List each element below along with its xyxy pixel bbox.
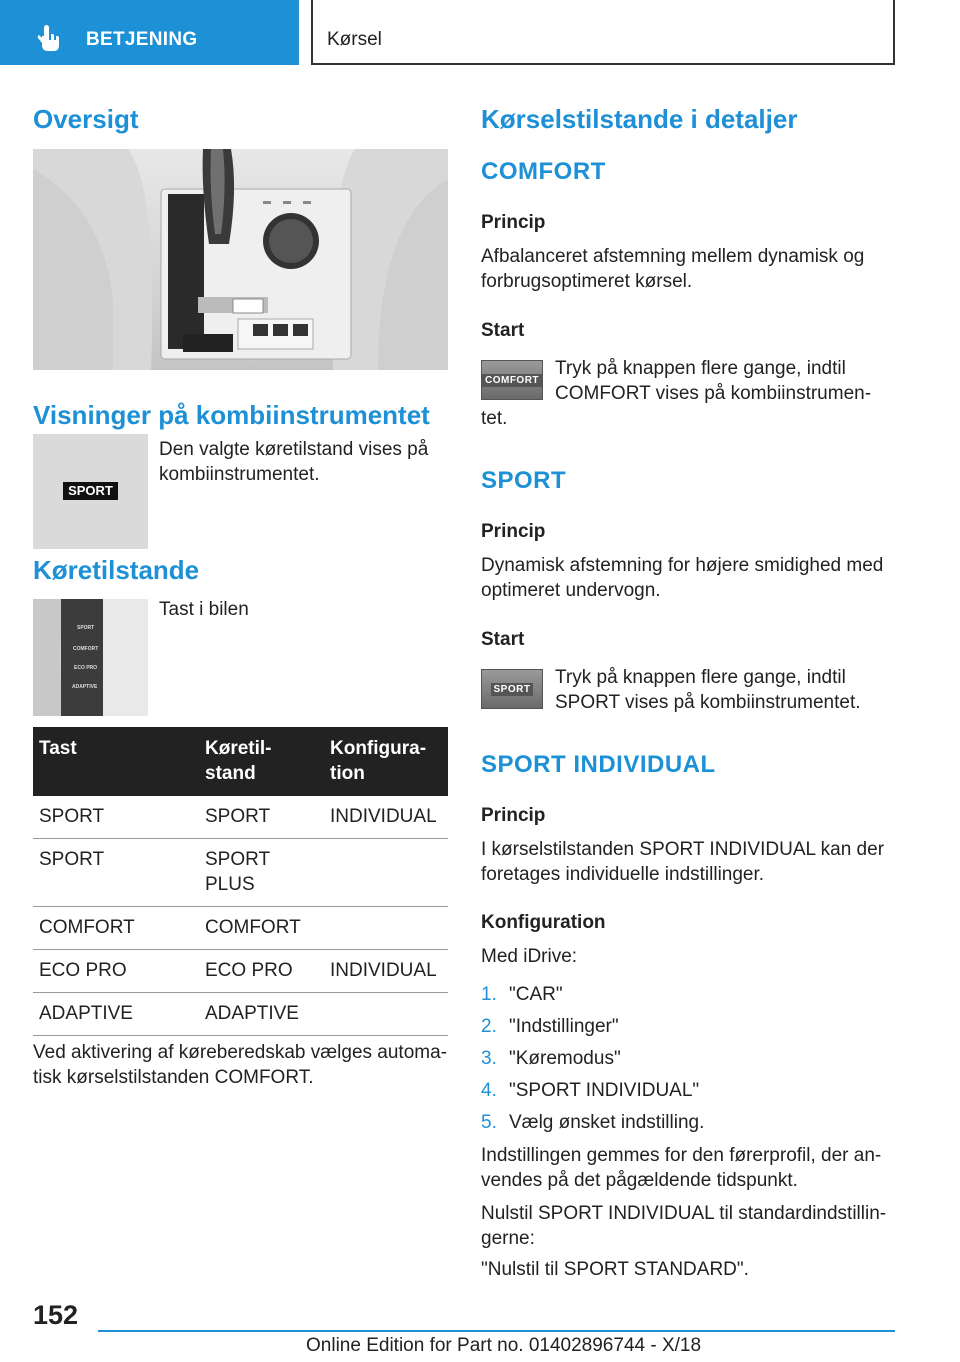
step-number: 4. xyxy=(481,1080,497,1101)
footer-edition: Online Edition for Part no. 01402896744 - X/18 xyxy=(306,1335,702,1356)
table-header-cell: Konfigura- tion xyxy=(324,727,448,796)
table-row xyxy=(33,839,448,907)
sport-button-label: SPORT xyxy=(491,683,534,696)
table-cell: SPORT xyxy=(33,796,199,839)
table-cell: SPORT PLUS xyxy=(199,839,324,907)
table-cell: ECO PRO xyxy=(199,950,324,993)
sport-individual-heading: SPORT INDIVIDUAL xyxy=(481,751,716,778)
table-cell: ADAPTIVE xyxy=(199,993,324,1036)
overview-heading: Oversigt xyxy=(33,104,139,134)
instrument-display-image xyxy=(33,434,148,549)
table-header-row xyxy=(33,727,448,796)
activation-note: Ved aktivering af køreberedskab vælges automa- tisk kørselstilstanden COMFORT. xyxy=(33,1042,447,1088)
console-label-sport: SPORT xyxy=(77,625,95,631)
comfort-heading: COMFORT xyxy=(481,158,606,185)
comfort-principle-text: Afbalanceret afstemning mellem dynamisk og forbrugsoptimeret kørsel. xyxy=(481,246,865,292)
comfort-start-text-b: COMFORT vises på kombiinstrumen- xyxy=(555,383,872,404)
step-text: Vælg ønsket indstilling. xyxy=(509,1112,705,1133)
table-cell: COMFORT xyxy=(33,907,199,950)
mode-buttons-photo xyxy=(33,599,148,716)
sport-principle-text: Dynamisk afstemning for højere smidighed med optimeret undervogn. xyxy=(481,555,884,601)
configuration-label: Konfiguration xyxy=(481,912,606,933)
list-item xyxy=(481,1046,901,1078)
table-cell: COMFORT xyxy=(199,907,324,950)
hand-pointer-icon xyxy=(34,23,64,53)
sport-start-text-b: SPORT vises på kombiinstrumentet. xyxy=(555,692,861,713)
chapter-label: Kørsel xyxy=(327,29,382,50)
table-cell xyxy=(324,993,448,1036)
sport-individual-principle-label: Princip xyxy=(481,805,546,826)
step-number: 3. xyxy=(481,1048,497,1069)
settings-saved-text: Indstillingen gemmes for den førerprofil, der an- vendes på det pågældende tidspunkt. xyxy=(481,1145,882,1191)
comfort-button-label: COMFORT xyxy=(482,374,542,387)
table-row xyxy=(33,993,448,1036)
list-item xyxy=(481,982,901,1014)
table-header-cell: Køretil- stand xyxy=(199,727,324,796)
table-cell: SPORT xyxy=(33,839,199,907)
console-label-comfort: COMFORT xyxy=(73,646,99,652)
sport-button-image xyxy=(481,669,543,709)
table-cell: ECO PRO xyxy=(33,950,199,993)
configuration-intro: Med iDrive: xyxy=(481,946,578,967)
step-text: "CAR" xyxy=(509,984,563,1005)
list-item xyxy=(481,1014,901,1046)
sport-start-text-a: Tryk på knappen flere gange, indtil xyxy=(555,667,846,688)
modes-text: Tast i bilen xyxy=(159,599,249,620)
footer-divider xyxy=(98,1330,895,1332)
details-heading: Kørselstilstande i detaljer xyxy=(481,104,798,134)
reset-text: Nulstil SPORT INDIVIDUAL til standardindstillin- gerne: xyxy=(481,1203,887,1249)
table-row xyxy=(33,907,448,950)
section-label: BETJENING xyxy=(86,29,198,50)
page-number: 152 xyxy=(33,1300,79,1330)
display-heading: Visninger på kombiinstrumentet xyxy=(33,400,430,430)
comfort-principle-label: Princip xyxy=(481,212,546,233)
console-label-adaptive: ADAPTIVE xyxy=(72,684,98,690)
step-number: 2. xyxy=(481,1016,497,1037)
display-sport-badge: SPORT xyxy=(63,482,118,500)
table-row xyxy=(33,796,448,839)
table-cell xyxy=(324,839,448,907)
table-cell: SPORT xyxy=(199,796,324,839)
step-text: "SPORT INDIVIDUAL" xyxy=(509,1080,700,1101)
sport-principle-label: Princip xyxy=(481,521,546,542)
comfort-start-text-a: Tryk på knappen flere gange, indtil xyxy=(555,358,846,379)
table-cell: ADAPTIVE xyxy=(33,993,199,1036)
modes-heading: Køretilstande xyxy=(33,555,200,585)
comfort-start-text-c: tet. xyxy=(481,408,508,429)
display-text: Den valgte køretilstand vises på kombiinstrumentet. xyxy=(159,439,429,485)
table-cell xyxy=(324,907,448,950)
table-cell: INDIVIDUAL xyxy=(324,950,448,993)
sport-individual-principle-text: I kørselstilstanden SPORT INDIVIDUAL kan der foretages individuelle indstillinger. xyxy=(481,839,885,885)
table-cell: INDIVIDUAL xyxy=(324,796,448,839)
step-number: 5. xyxy=(481,1112,497,1133)
console-label-eco-pro: ECO PRO xyxy=(74,665,98,671)
table-row xyxy=(33,950,448,993)
step-number: 1. xyxy=(481,984,497,1005)
list-item xyxy=(481,1078,901,1110)
configuration-steps xyxy=(481,982,901,1142)
list-item xyxy=(481,1110,901,1142)
sport-heading: SPORT xyxy=(481,467,567,494)
table-header-cell: Tast xyxy=(33,727,199,796)
center-console-photo xyxy=(33,149,448,370)
comfort-start-label: Start xyxy=(481,320,525,341)
chapter-box xyxy=(311,0,895,65)
modes-table xyxy=(33,727,448,1036)
comfort-button-image xyxy=(481,360,543,400)
reset-command: "Nulstil til SPORT STANDARD". xyxy=(481,1259,749,1280)
sport-start-label: Start xyxy=(481,629,525,650)
step-text: "Indstillinger" xyxy=(509,1016,619,1037)
step-text: "Køremodus" xyxy=(509,1048,621,1069)
section-tab[interactable] xyxy=(0,0,299,65)
